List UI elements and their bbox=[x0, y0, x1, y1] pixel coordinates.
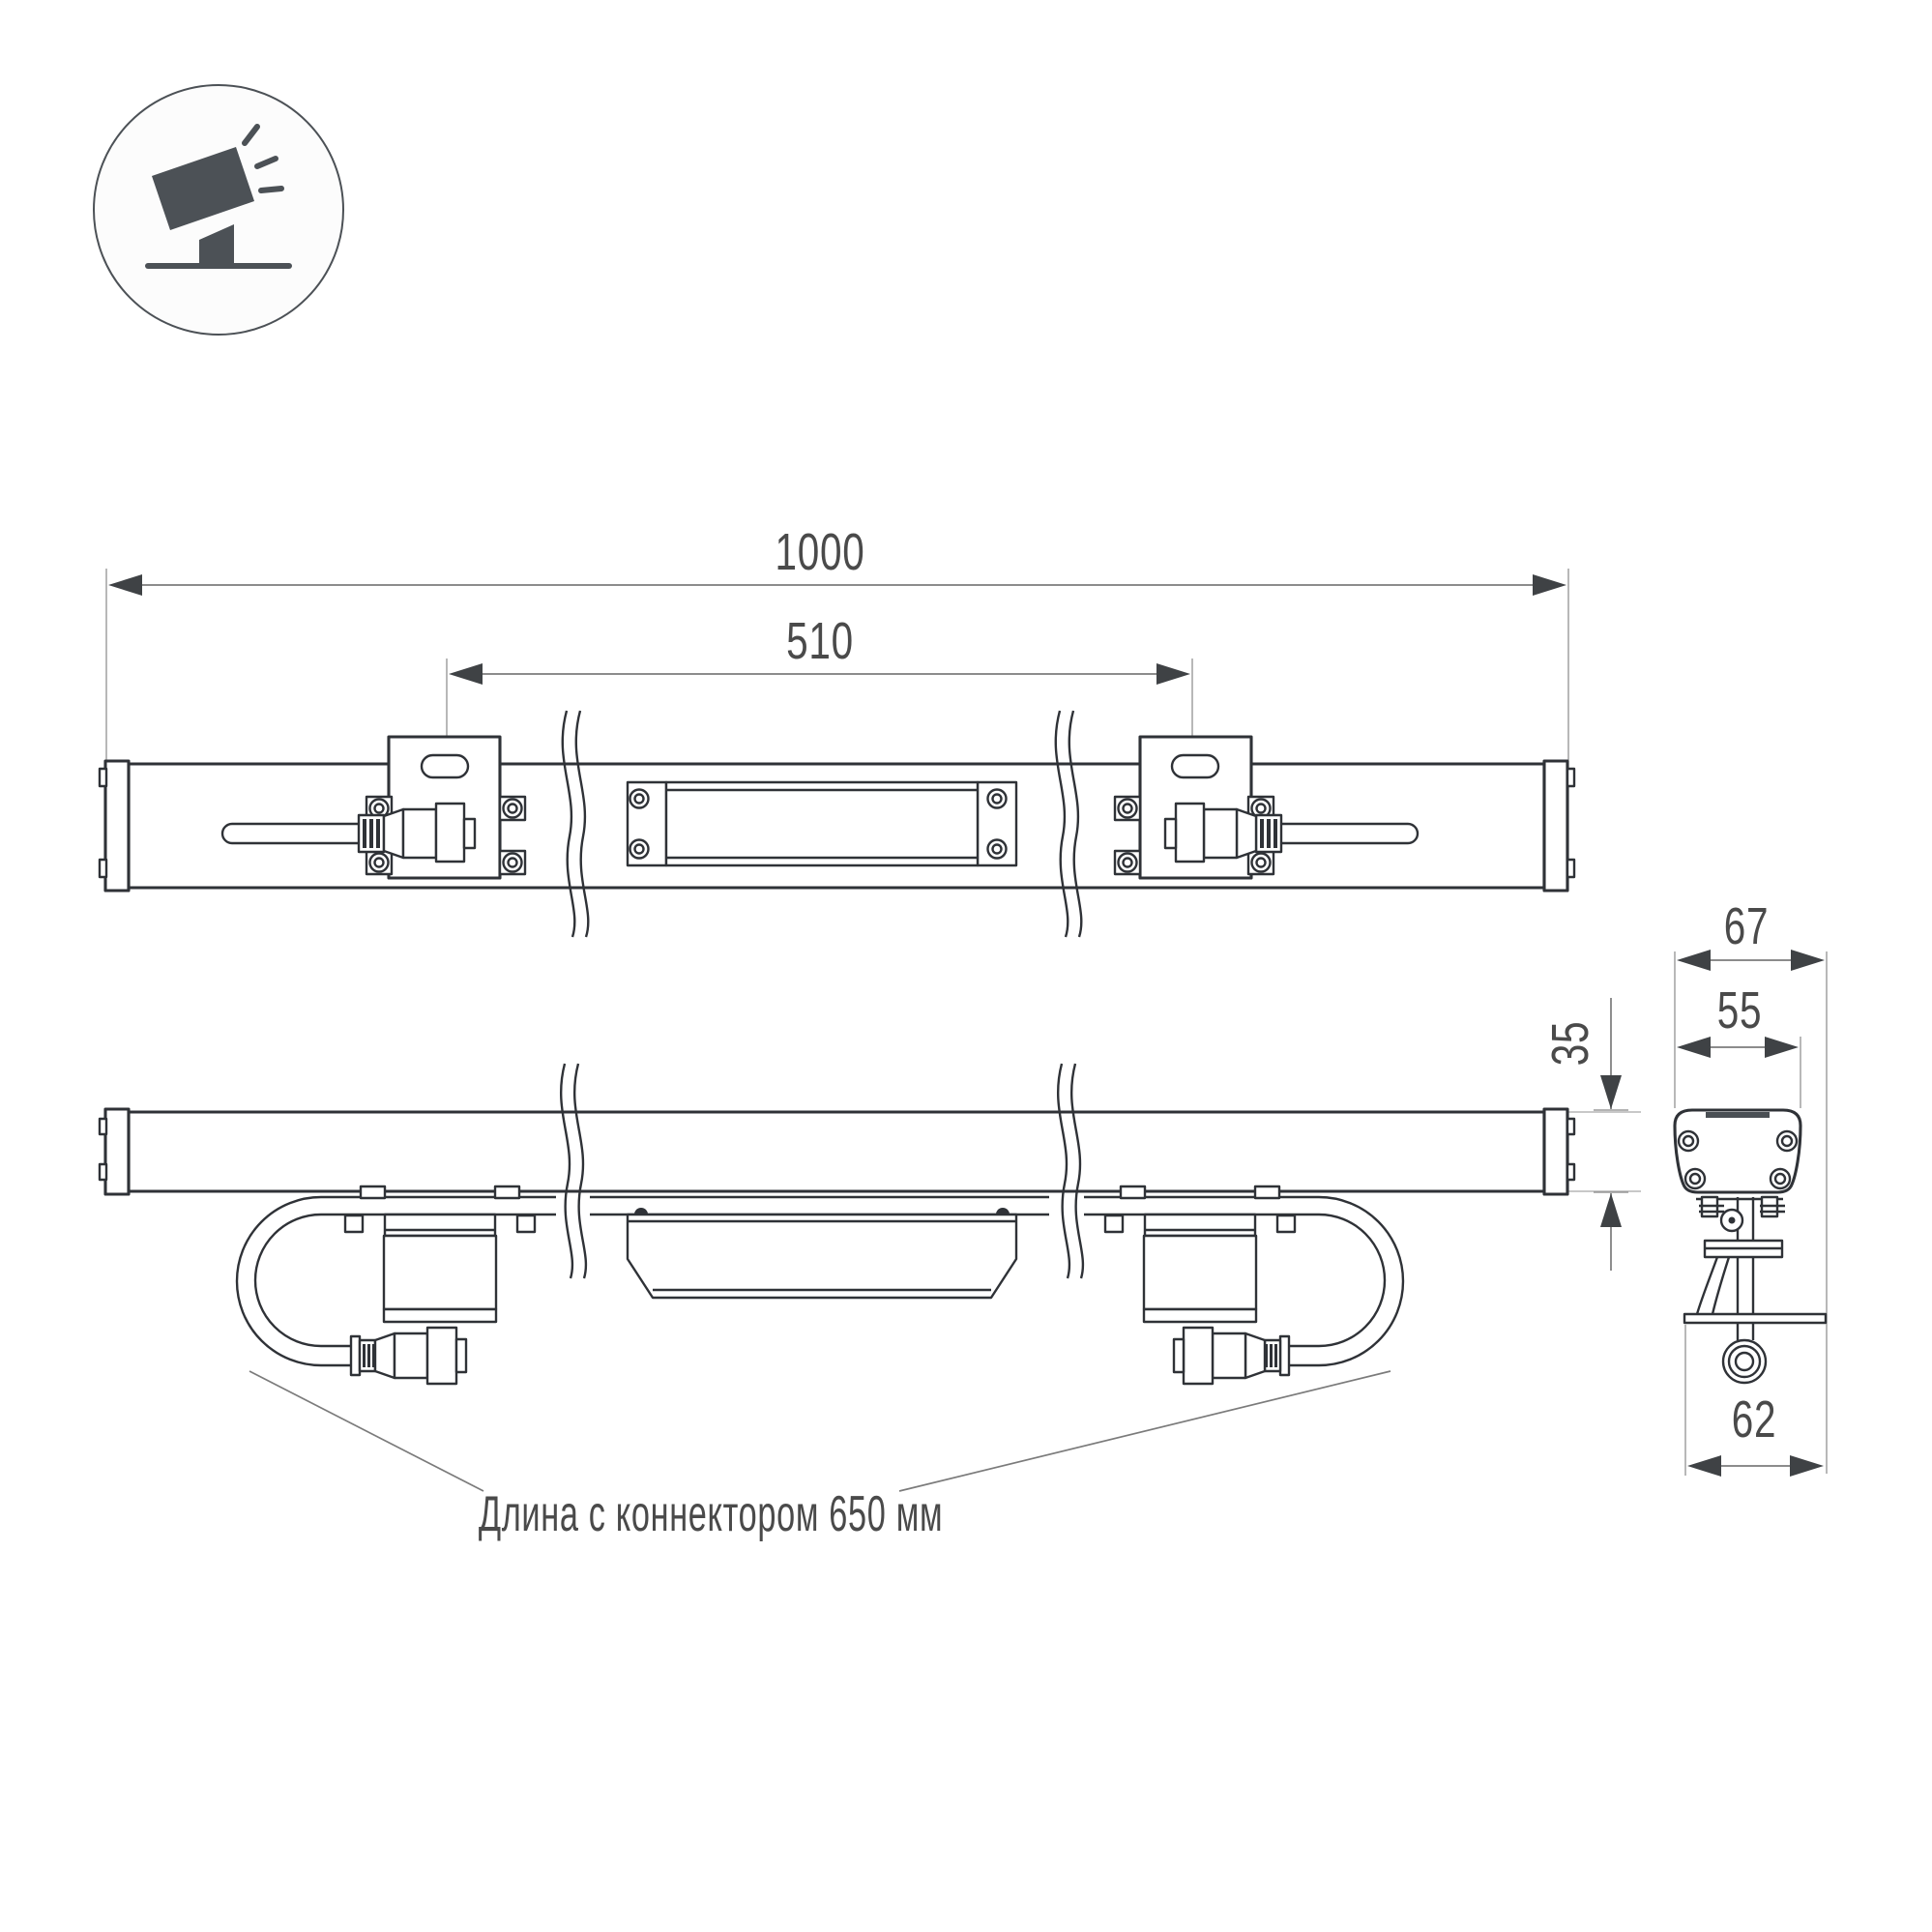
side-view bbox=[1541, 897, 1827, 1477]
dim-label-67: 67 bbox=[1723, 897, 1770, 956]
lens-strip bbox=[1706, 1112, 1770, 1118]
end-cap-right bbox=[1544, 761, 1567, 891]
product-type-icon bbox=[94, 85, 343, 335]
front-view bbox=[100, 1064, 1574, 1384]
dim-label-510: 510 bbox=[786, 612, 854, 671]
top-view bbox=[100, 711, 1574, 937]
dim-label-55: 55 bbox=[1716, 981, 1763, 1040]
dim-label-62: 62 bbox=[1731, 1390, 1777, 1449]
end-cap-right bbox=[1544, 1109, 1567, 1194]
leader-left bbox=[249, 1371, 483, 1491]
end-cap-left bbox=[105, 761, 129, 891]
driver-box bbox=[628, 782, 1016, 865]
driver-tray bbox=[628, 1208, 1016, 1298]
cable-gland bbox=[1723, 1340, 1766, 1383]
dim-bracket-spacing bbox=[447, 612, 1192, 768]
dim-label-35: 35 bbox=[1541, 1020, 1600, 1067]
dim-body-width bbox=[1677, 981, 1800, 1108]
leader-right bbox=[899, 1371, 1390, 1491]
tube-body bbox=[129, 1112, 1544, 1191]
end-cap-left bbox=[105, 1109, 129, 1194]
connector-length-note bbox=[249, 1371, 1390, 1542]
dim-label-1000: 1000 bbox=[775, 523, 865, 582]
base-plate bbox=[1684, 1314, 1826, 1323]
note-text: Длина с коннектором 650 мм bbox=[478, 1485, 944, 1542]
